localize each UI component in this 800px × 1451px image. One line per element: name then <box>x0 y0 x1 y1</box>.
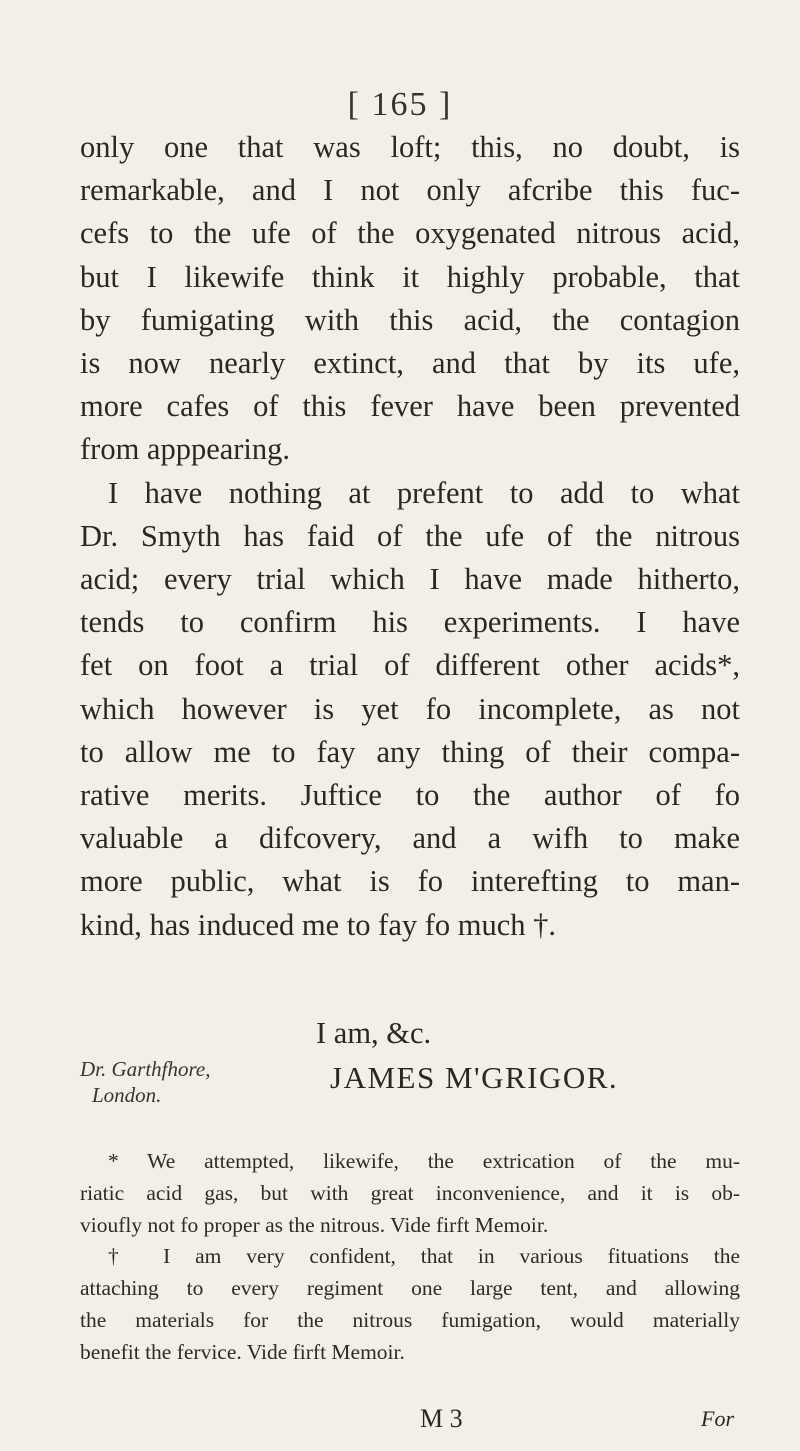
signature-mark: M 3 <box>420 1404 463 1433</box>
salutation: I am, &c. <box>316 1016 432 1050</box>
addressee-name: Dr. Garthfhore, <box>80 1057 211 1081</box>
text-line: kind, has induced me to fay fo much †. <box>80 907 557 942</box>
text-line: remarkable, and I not only afcribe this fuc- <box>80 173 740 208</box>
text-line: by fumigating with this acid, the contagion <box>80 302 740 337</box>
footnote-line: benefit the fervice. Vide firft Memoir. <box>80 1339 405 1364</box>
text-line: from apppearing. <box>80 432 291 467</box>
text-line: fet on foot a trial of different other acids*, <box>80 648 740 683</box>
text-line: cefs to the ufe of the oxygenated nitrous acid, <box>80 216 740 251</box>
text-line: valuable a difcovery, and a wifh to make <box>80 821 740 856</box>
text-line: rative merits. Juftice to the author of fo <box>80 778 740 813</box>
addressee-place: London. <box>92 1083 162 1107</box>
footnote-line: attaching to every regiment one large tent, and allowing <box>80 1276 740 1301</box>
main-text <box>80 126 740 947</box>
text-line: only one that was loft; this, no doubt, is <box>80 130 740 164</box>
footnote-line: the materials for the nitrous fumigation, would materially <box>80 1307 740 1332</box>
text-line: tends to confirm his experiments. I have <box>80 605 740 640</box>
text-line: which however is yet fo incomplete, as not <box>80 691 740 726</box>
text-line: to allow me to fay any thing of their compa- <box>80 734 740 769</box>
footnote-line: * We attempted, likewife, the extrication of the mu- <box>108 1149 740 1173</box>
addressee <box>80 1056 210 1108</box>
footnote-line: riatic acid gas, but with great inconvenience, and it is ob- <box>80 1180 740 1205</box>
text-line: more public, what is fo interefting to man- <box>80 864 740 899</box>
page-footer <box>80 1404 740 1438</box>
footnote-line: vioufly not fo proper as the nitrous. Vide firft Memoir. <box>80 1212 549 1237</box>
page-number: [ 165 ] <box>347 86 453 123</box>
text-line: acid; every trial which I have made hitherto, <box>80 562 740 597</box>
text-line: is now nearly extinct, and that by its ufe, <box>80 346 740 381</box>
text-line: Dr. Smyth has faid of the ufe of the nitrous <box>80 518 740 553</box>
text-line: more cafes of this fever have been prevented <box>80 389 740 424</box>
footnotes <box>80 1146 740 1369</box>
catchword: For <box>701 1406 734 1431</box>
signature: JAMES M'GRIGOR. <box>330 1060 619 1095</box>
text-line: I have nothing at prefent to add to what <box>108 475 740 510</box>
text-line: but I likewife think it highly probable, that <box>80 259 740 294</box>
footnote-line: † I am very confident, that in various fituations the <box>108 1244 740 1269</box>
